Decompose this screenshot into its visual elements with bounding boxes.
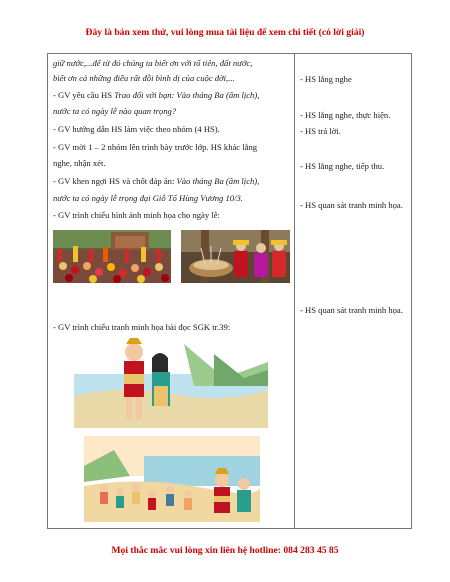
student-response-1: - HS lắng nghe — [300, 74, 352, 84]
student-response-2: - HS lắng nghe, thực hiện. — [300, 110, 391, 120]
teacher-text-line-1: giữ nước,...để từ đó chúng ta biết ơn với tổ tiên, đất nước, — [53, 58, 253, 68]
teacher-text-line-6: - GV mời 1 – 2 nhóm lên trình bày trước lớp. HS khác lắng — [53, 142, 258, 152]
teacher-text-line-10: - GV trình chiếu hình ảnh minh họa cho ngày lễ: — [53, 210, 220, 220]
teacher-text-line-11: - GV trình chiếu tranh minh họa bài đọc SGK tr.39: — [53, 322, 231, 332]
teacher-text-line-5: - GV hướng dẫn HS làm việc theo nhóm (4 HS). — [53, 124, 220, 134]
reading-illustration-2 — [84, 436, 260, 522]
student-response-4: - HS lắng nghe, tiếp thu. — [300, 161, 385, 171]
hotline-banner: Mọi thắc mắc vui lòng xin liên hệ hotline: 084 283 45 85 — [111, 545, 339, 556]
teacher-text-line-8: - GV khen ngợi HS và chốt đáp án: Vào tháng Ba (âm lịch), — [53, 176, 260, 186]
teacher-text-line-9: nước ta có ngày lễ trọng đại Giỗ Tổ Hùng Vương 10/3. — [53, 193, 243, 203]
teacher-text-line-3: - GV yêu cầu HS Trao đổi với bạn: Vào tháng Ba (âm lịch), — [53, 90, 260, 100]
incense-offering-photo — [181, 230, 290, 283]
student-response-5: - HS quan sát tranh minh họa. — [300, 200, 403, 210]
teacher-text-line-4: nước ta có ngày lễ nào quan trọng? — [53, 106, 177, 116]
teacher-text-line-2: biết ơn cả những điều rất đỗi bình dị của cuộc đời,... — [53, 73, 235, 83]
festival-crowd-photo — [53, 230, 171, 283]
preview-notice-banner: Đây là bản xem thử, vui lòng mua tài liệu để xem chi tiết (có lời giải) — [85, 27, 365, 38]
student-response-6: - HS quan sát tranh minh họa. — [300, 305, 403, 315]
teacher-text-line-7: nghe, nhận xét. — [53, 158, 106, 168]
reading-illustration-1 — [74, 334, 268, 428]
student-response-3: - HS trả lời. — [300, 126, 341, 136]
column-divider — [294, 54, 295, 528]
lesson-table — [47, 53, 412, 529]
